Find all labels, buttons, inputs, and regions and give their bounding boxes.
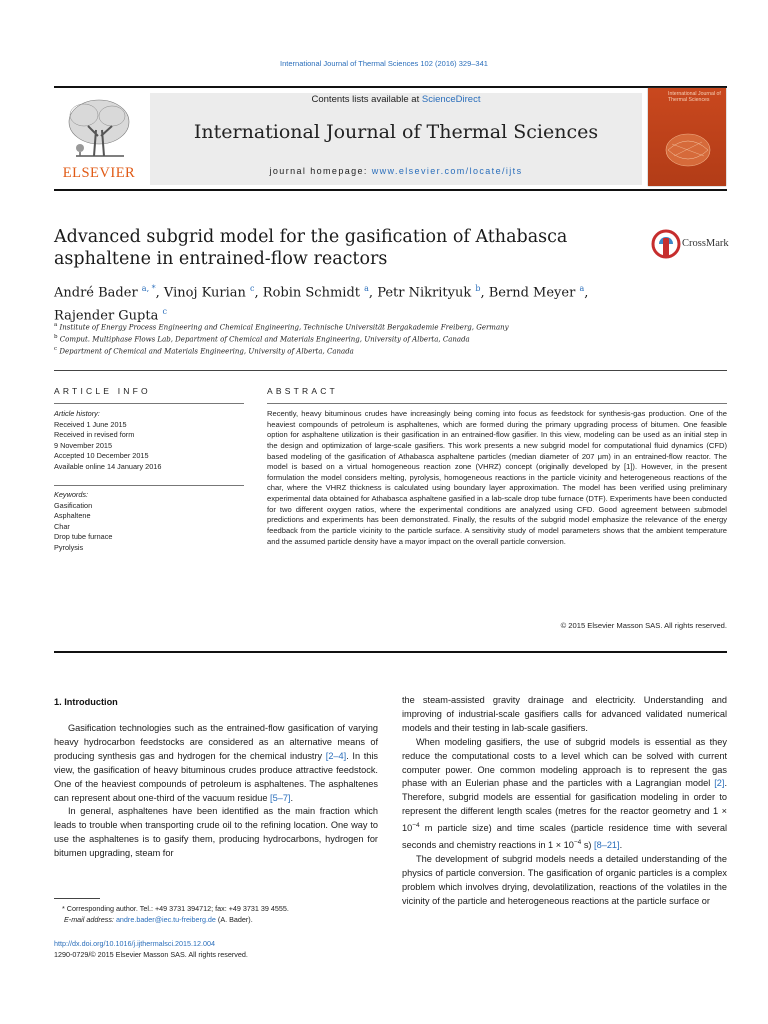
citation-link[interactable]: [5–7] [270, 792, 291, 803]
cover-title: International Journal of Thermal Sciences [668, 91, 721, 103]
contents-line [150, 94, 642, 105]
article-history [54, 409, 254, 473]
contents-prefix: Contents lists available at [311, 94, 422, 105]
author-name[interactable]: André Bader [54, 285, 138, 301]
text-run: . [619, 840, 623, 851]
header-bottom-rule [54, 189, 727, 191]
keyword: Pyrolysis [54, 542, 84, 552]
cover-illustration [656, 122, 718, 180]
doi-link[interactable] [54, 939, 384, 950]
history-item: 9 November 2015 [54, 440, 113, 450]
author-name[interactable]: Bernd Meyer [488, 285, 576, 301]
author-name[interactable]: Vinoj Kurian [163, 285, 246, 301]
paragraph: the steam-assisted gravity drainage and electricity. Understanding and improving of industrial-scale gasifiers calls for advanced validated numerical models and their testing in lab-scale gasifiers. [402, 695, 727, 733]
author-name[interactable]: Rajender Gupta [54, 308, 159, 324]
footnote-rule [54, 898, 100, 899]
header-top-rule [54, 86, 727, 88]
keywords [54, 490, 254, 554]
exponent: −4 [573, 839, 582, 847]
author-affil-mark[interactable]: c [250, 284, 255, 293]
keyword: Char [54, 521, 70, 531]
affiliation-mark: b [54, 334, 58, 340]
author-affil-mark[interactable]: b [475, 284, 481, 293]
paragraph: The development of subgrid models needs a detailed understanding of the physics of particle conversion. The gasification of organic particles is a complex problem which involves drying, devolatilization, reactions of the volatiles in the vicinity of the particle and heterogeneous reactions at the particle surface or [402, 854, 727, 906]
corresponding-author-note: * Corresponding author. Tel.: +49 3731 394712; fax: +49 3731 39 4555. [62, 904, 289, 913]
journal-homepage [150, 166, 642, 176]
text-run: s) [581, 840, 595, 851]
email-note [54, 915, 394, 926]
email-label: E-mail address: [64, 915, 116, 924]
abstract-heading: ABSTRACT [267, 386, 338, 396]
abstract-bottom-rule [54, 651, 727, 653]
paragraph: In general, asphaltenes have been identified as the main fraction which leads to trouble when transporting crude oil to the refining location. One way to use the asphaltenes is to gasify them, producing hydrocarbons, hydrogen for bitumen upgrading, steam for [54, 806, 378, 859]
left-column [54, 722, 378, 861]
keyword: Asphaltene [54, 511, 91, 521]
article-info-heading: ARTICLE INFO [54, 386, 151, 396]
abstract-copyright: © 2015 Elsevier Masson SAS. All rights reserved. [560, 621, 727, 630]
affiliation-mark: c [54, 346, 58, 352]
abstract-rule [267, 403, 727, 404]
history-heading: Article history: [54, 409, 100, 418]
keyword: Gasification [54, 500, 93, 510]
paragraph [54, 722, 378, 805]
homepage-link[interactable]: www.elsevier.com/locate/ijts [371, 166, 523, 176]
affiliation [54, 322, 704, 331]
text-run: When modeling gasifiers, the use of subgrid models is essential as they reduce the computational costs to a level which can be solved with current computer power. One common modeling approach is to represent the gas phase with an Eulerian phase and the particles with a Lagrangian model [402, 736, 727, 789]
paragraph [402, 736, 727, 853]
journal-citation[interactable]: International Journal of Thermal Sciences 102 (2016) 329–341 [280, 59, 488, 68]
journal-title: International Journal of Thermal Sciences [193, 121, 599, 143]
author-affil-mark[interactable]: c [162, 307, 167, 317]
author-affil-mark[interactable]: a, * [141, 284, 156, 293]
issn-line: 1290-0729/© 2015 Elsevier Masson SAS. All rights reserved. [54, 950, 248, 959]
keyword: Drop tube furnace [54, 532, 113, 542]
email-suffix: (A. Bader). [215, 915, 253, 924]
history-item: Available online 14 January 2016 [54, 461, 162, 471]
article-info-rule [54, 403, 244, 404]
section-heading: 1. Introduction [54, 697, 118, 707]
text-run: . Therefore, subgrid models are essential for gasification modeling in order to represent the different length scales (metres for the reactor geometry and 1 × 10 [402, 778, 727, 834]
affiliation-text: Department of Chemical and Materials Engineering, University of Alberta, Canada [59, 347, 354, 356]
author-list: André Bader $^{a, *}$, Vinoj Kurian $^c$, Robin Schmidt $^a$, Petr Nikrityuk $^b$, Bernd Meyer $^a$, Rajender Gupta $^c$ [54, 284, 589, 324]
history-item: Received in revised form [54, 430, 135, 440]
history-item: Accepted 10 December 2015 [54, 451, 149, 461]
email-link[interactable]: andre.bader@iec.tu-freiberg.de [115, 915, 216, 924]
homepage-prefix: journal homepage: [269, 166, 372, 176]
exponent: −4 [412, 822, 420, 830]
affiliation [54, 334, 704, 343]
article-info-rule [54, 485, 244, 486]
text-run: . In this view, the gasification of heavy bituminous crudes produce attractive feedstock. One of the heaviest compounds of petroleum is asphaltenes. The asphaltenes can represent about one-third of the vacuum residue [54, 750, 378, 803]
section-divider [54, 370, 727, 371]
affiliation-text: Comput. Multiphase Flows Lab, Department of Chemical and Materials Engineering, University of Alberta, Canada [59, 335, 470, 344]
crossmark-icon[interactable] [651, 229, 681, 261]
right-column [402, 694, 727, 909]
author-affil-mark[interactable]: a [579, 284, 585, 293]
citation-link[interactable]: [8–21] [594, 840, 620, 851]
citation-link[interactable]: [2] [714, 778, 725, 789]
journal-cover-image [648, 88, 726, 186]
affiliation [54, 346, 704, 355]
article-title: Advanced subgrid model for the gasification of Athabasca asphaltene in entrained-flow reactors [54, 227, 568, 269]
text-run: Gasification technologies such as the entrained-flow gasification of varying heavy hydrocarbon feedstocks are considered as an alternative means of producing synthesis gas and hydrogen for the chemical industry [54, 723, 378, 761]
citation-link[interactable]: [2–4] [325, 750, 347, 761]
abstract-body: Recently, heavy bituminous crudes have increasingly being coming into focus as feedstock for synthesis-gas production. One of the heaviest compounds of petroleum is asphaltenes, which are formed during the primary upgrading process of bitumen. One feasible option for asphaltene utilization is their gasification in an entrained-flow gasifier. In this view, modeling can be used as an initial step in the design and optimization of large-scale gasifiers. This work presents a new subgrid model for computational fluid dynamics (CFD) based modeling of the gasification of Athabasca asphaltene particles (median diameter of 207 μm) in an entrained-flow reactor. The model is based on a virtual homogeneous reaction zone (VHRZ) concept (originally developed by [1]). However, in the present formulation the model considers melting, pyrolysis, homogeneous reactions in the particle vicinity and heterogeneous reactions of the char, where the VHRZ thickness is calculated using boundary layer approximation. The model has been verified using preliminary experimental data obtained for Athabasca asphaltene gasified in a lab-scale drop tube furnace (DTF). Experiments have been conducted for two different oxygen ratios, where the experimental conditions are analyzed using CFD. Good agreement between submodel predictions and experiments has been demonstrated. Finally, the results of the subgrid model emphasize the relevance of the energy feedback from the particle vicinity to the particle surface. A sensitivity study of model parameters shows that the ambient temperature and the assumed particle density have a mayor impact on the overall particle conversion. [267, 409, 727, 546]
text-run: . [290, 792, 294, 803]
author-name[interactable]: Petr Nikrityuk [377, 285, 472, 301]
author-affil-mark[interactable]: a [364, 284, 369, 293]
history-item: Received 1 June 2015 [54, 419, 127, 429]
publisher-name: ELSEVIER [62, 165, 136, 181]
author-name[interactable]: Robin Schmidt [262, 285, 360, 301]
affiliation-text: Institute of Energy Process Engineering and Chemical Engineering, Technische Universität Bergakademie Freiberg, Germany [59, 323, 509, 332]
keywords-heading: Keywords: [54, 490, 89, 499]
text-run: m particle size) and time scales (particle residence time with several seconds and chemistry reactions in 1 × 10 [402, 823, 727, 851]
doi-text[interactable]: http://dx.doi.org/10.1016/j.ijthermalsci.2015.12.004 [54, 939, 216, 948]
sciencedirect-link[interactable]: ScienceDirect [421, 94, 481, 105]
affiliation-mark: a [54, 322, 58, 328]
crossmark-label[interactable]: CrossMark [682, 238, 729, 249]
